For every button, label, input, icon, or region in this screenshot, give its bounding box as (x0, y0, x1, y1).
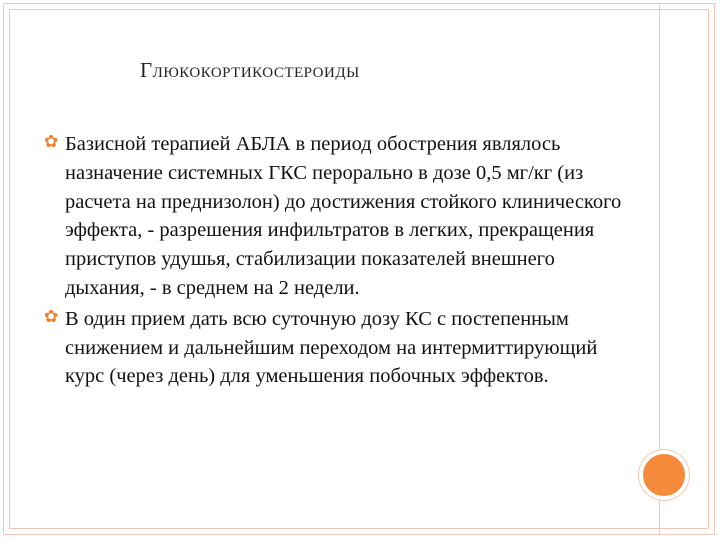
bullet-text: Базисной терапией АБЛА в период обострения являлось назначение системных ГКС перорально в дозе 0,5 мг/кг (из расчета на преднизолон) до достижения стойкого клинического эффекта, - разрешения инфильтратов в легких, прекращения приступов удушья, стабилизации показателей внешнего дыхания, - в среднем на 2 недели. (65, 133, 622, 299)
decor-vertical-line-bottom (659, 497, 660, 535)
bullet-list (44, 130, 624, 393)
flower-bullet-icon: ✿ (44, 306, 59, 327)
bullet-text: В один прием дать всю суточную дозу КС с постепенным снижением и дальнейшим переходом на интермиттирующий курс (через день) для уменьшения побочных эффектов. (65, 307, 598, 388)
flower-bullet-icon: ✿ (44, 132, 59, 152)
bullet-item (44, 305, 624, 391)
decor-orange-circle (639, 450, 689, 500)
slide-title: Глюкокортикостероиды (140, 58, 360, 82)
decor-vertical-line (659, 3, 660, 451)
bullet-item (44, 130, 624, 303)
